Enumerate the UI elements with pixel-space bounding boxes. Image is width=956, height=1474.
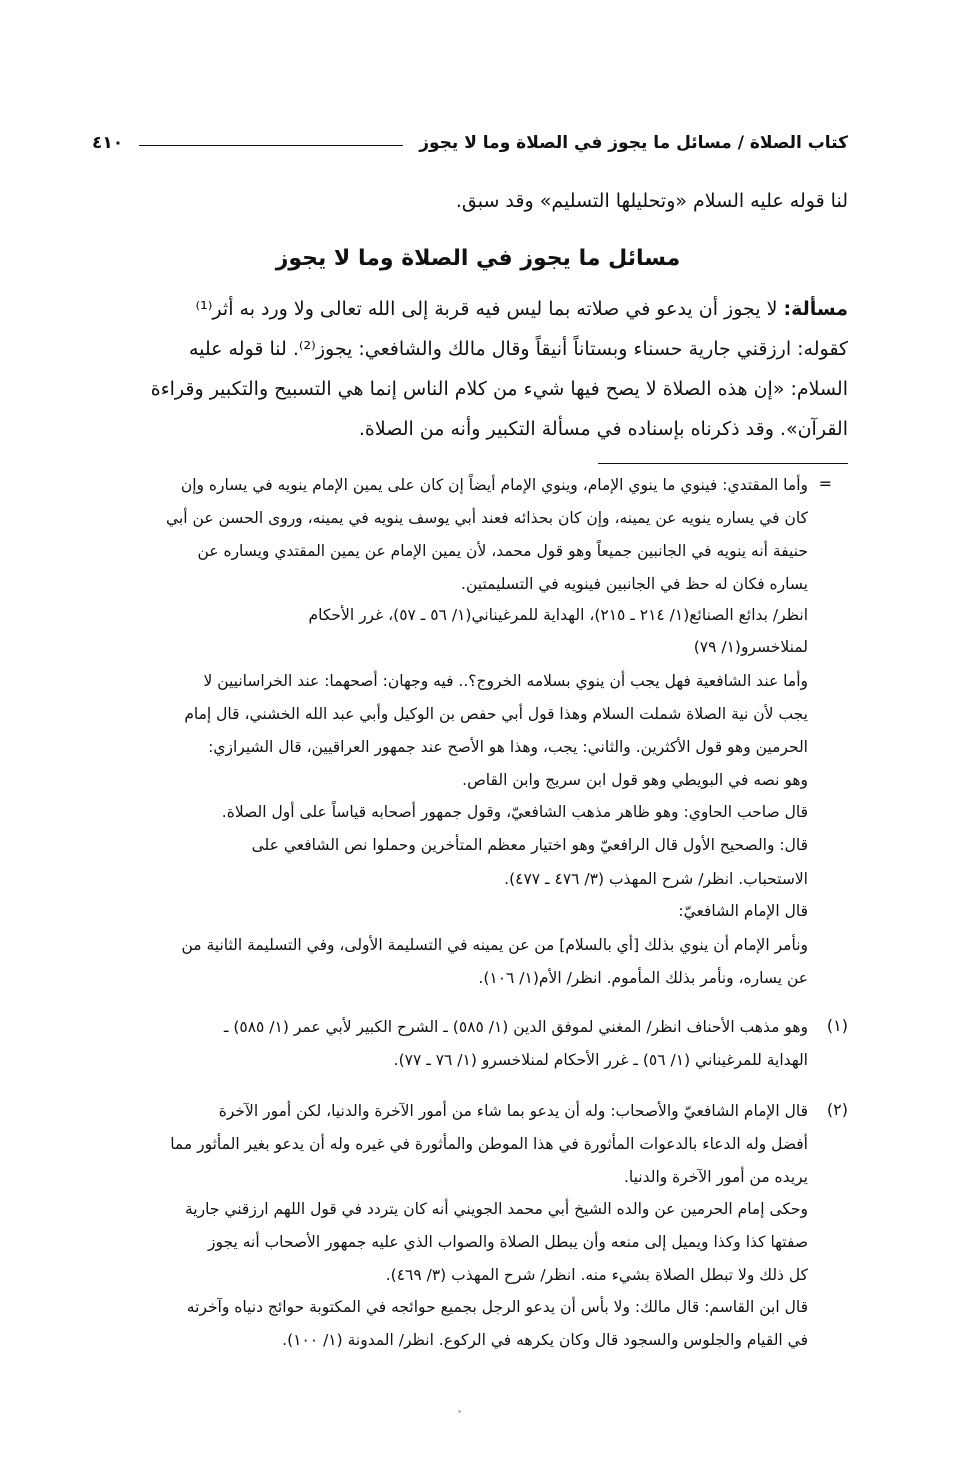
footnote-continued-line: الحرمين وهو قول الأكثرين. والثاني: يجب، وهذا هو الأصح عند جمهور العراقيين، قال الشيرازي: [208,738,808,756]
footnote-2-marker: (٢) [826,1100,848,1119]
footnote-continued-line: وأما المقتدي: فينوي ما ينوي الإمام، وينوي الإمام أيضاً إن كان على يمين الإمام ينويه في يساره وإن [180,476,808,494]
footnote-continued-line: وهو نصه في البويطي وهو قول ابن سريج وابن القاص. [462,771,808,789]
header-rule [139,145,403,146]
footnote-continued-line: قال صاحب الحاوي: وهو ظاهر مذهب الشافعيّ، وقول جمهور أصحابه قياساً على أول الصلاة. [221,803,808,821]
footnote-separator [598,463,848,464]
footnote-continued-line: حنيفة أنه ينويه في الجانبين جميعاً وهو قول محمد، لأن يمين الإمام عن يمين المقتدي ويساره عن [197,542,808,560]
footnote-2-line: في القيام والجلوس والسجود قال وكان يكرهه في الركوع. انظر/ المدونة (١/ ١٠٠). [282,1331,808,1349]
section-heading: مسائل ما يجوز في الصلاة وما لا يجوز [275,246,681,271]
footnote-2-line: يريده من أمور الآخرة والدنيا. [623,1168,808,1186]
footnote-continued-line: يساره فكان له حظ في الجانبين فينويه في التسليمتين. [461,575,808,593]
main-paragraph-line-1 [100,294,848,324]
running-header [92,126,848,160]
footnote-2-line: قال ابن القاسم: قال مالك: ولا بأس أن يدعو الرجل بجميع حوائجه في المكتوبة حوائج دنياه وآخرته [186,1298,808,1316]
footnote-continued-line: عن يساره، ونأمر بذلك المأموم. انظر/ الأم(١/ ١٠٦). [478,969,808,987]
footnote-continued-line: قال الإمام الشافعيّ: [678,902,808,920]
main-line-1-text: لا يجوز أن يدعو في صلاته بما ليس فيه قربة إلى الله تعالى ولا ورد به أثر⁽¹⁾ [195,298,784,320]
footnote-2-line: وحكى إمام الحرمين عن والده الشيخ أبي محمد الجويني أنه كان يتردد في قول اللهم ارزقني جارية [184,1200,808,1218]
footnote-continued-line: انظر/ بدائع الصنائع(١/ ٢١٤ ـ ٢١٥)، الهداية للمرغيناني(١/ ٥٦ ـ ٥٧)، غرر الأحكام [308,606,808,624]
footnote-1-line: الهداية للمرغيناني (١/ ٥٦) ـ غرر الأحكام لمنلاخسرو (١/ ٧٦ ـ ٧٧). [393,1051,808,1069]
footnote-continued-line: كان في يساره ينويه عن يمينه، وإن كان بحذائه فعند أبي يوسف ينويه في يمينه، وروى الحسن عن أبي [166,509,808,527]
main-paragraph-line-4: القرآن». وقد ذكرناه بإسناده في مسألة التكبير وأنه من الصلاة. [358,418,848,440]
main-paragraph-line-3: السلام: «إن هذه الصلاة لا يصح فيها شيء من كلام الناس إنما هي التسبيح والتكبير وقراءة [150,378,848,400]
footnote-1-marker: (١) [826,1016,848,1035]
footnote-2-line: كل ذلك ولا تبطل الصلاة بشيء منه. انظر/ شرح المهذب (٣/ ٤٦٩). [385,1266,808,1284]
footnote-continued-line: يجب لأن نية الصلاة شملت السلام وهذا قول أبي حفص بن الوكيل وأبي عبد الله الخشني، قال إمام [184,705,808,723]
footnote-2-line: قال الإمام الشافعيّ والأصحاب: وله أن يدعو بما شاء من أمور الآخرة والدنيا، لكن أمور الآخرة [218,1102,808,1120]
running-title: كتاب الصلاة / مسائل ما يجوز في الصلاة وما لا يجوز [419,133,848,153]
page-number: ٤١٠ [92,133,124,153]
footnote-continued-line: ونأمر الإمام أن ينوي بذلك [أي بالسلام] من عن يمينه في التسليمة الأولى، وفي التسليمة الثانية من [181,936,808,954]
main-paragraph-line-2: كقوله: ارزقني جارية حسناء وبستاناً أنيقاً وقال مالك والشافعي: يجوز⁽²⁾. لنا قوله عليه [188,338,848,360]
footnote-2-line: أفضل وله الدعاء بالدعوات المأثورة في هذا الموطن والمأثورة في غيره وله أن يدعو بغير المأثور مما [170,1135,808,1153]
continuation-marker: = [818,474,832,493]
footnote-continued-line: الاستحباب. انظر/ شرح المهذب (٣/ ٤٧٦ ـ ٤٧٧). [504,870,808,888]
footnote-continued-line: وأما عند الشافعية فهل يجب أن ينوي بسلامه الخروج؟.. فيه وجهان: أصحهما: عند الخراسانيين لا [203,672,808,690]
scan-speck [458,1410,461,1413]
intro-line: لنا قوله عليه السلام «وتحليلها التسليم» وقد سبق. [455,190,848,212]
masala-label: مسألة: [783,298,848,320]
footnote-continued-line: لمنلاخسرو(١/ ٧٩) [693,638,808,656]
footnote-1-line: وهو مذهب الأحناف انظر/ المغني لموفق الدين (١/ ٥٨٥) ـ الشرح الكبير لأبي عمر (١/ ٥٨٥) ـ [223,1018,808,1036]
footnote-continued-line: قال: والصحيح الأول قال الرافعيّ وهو اختيار معظم المتأخرين وحملوا نص الشافعي على [251,836,808,854]
footnote-2-line: صفتها كذا وكذا ويميل إلى منعه وأن يبطل الصلاة والصواب الذي عليه جمهور الأصحاب أنه يجوز [207,1233,808,1251]
